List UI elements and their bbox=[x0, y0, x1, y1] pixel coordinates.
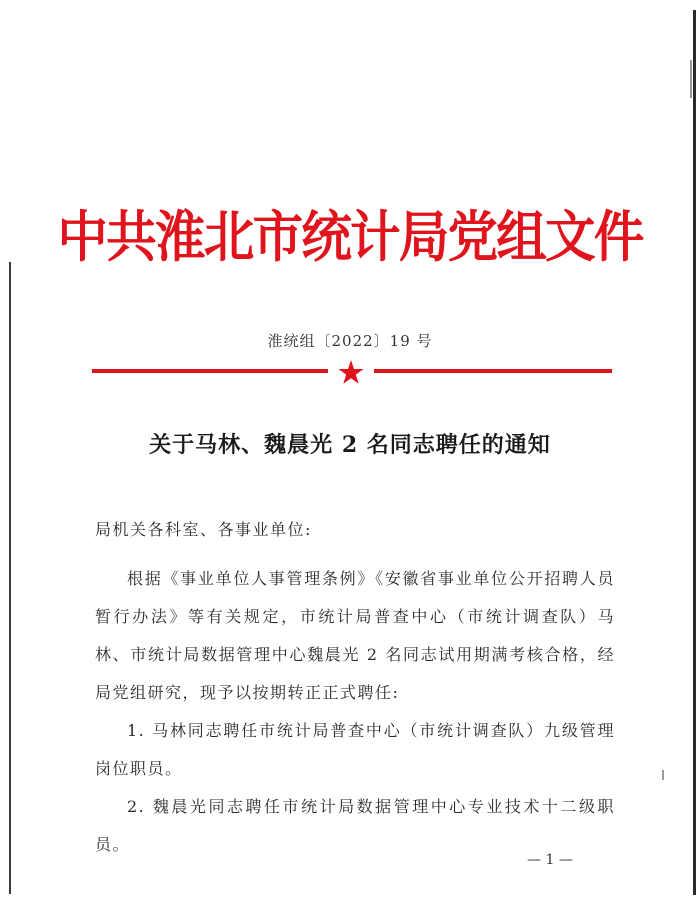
notice-title: 关于马林、魏晨光 2 名同志聘任的通知 bbox=[149, 432, 551, 458]
red-separator bbox=[92, 362, 612, 382]
page-number: — 1 — bbox=[527, 852, 573, 868]
list-item: 2. 魏晨光同志聘任市统计局数据管理中心专业技术十二级职员。 bbox=[95, 797, 615, 854]
document-body bbox=[95, 511, 615, 549]
paragraph-1: 根据《事业单位人事管理条例》《安徽省事业单位公开招聘人员暂行办法》等有关规定，市统计局普查中心（市统计调查队）马林、市统计局数据管理中心魏晨光 2 名同志试用期满考核合格，经局党组研究，现予以按期转正正式聘任: bbox=[95, 569, 615, 702]
scan-speck bbox=[662, 770, 664, 780]
document-header-title: 中共淮北市统计局党组文件 bbox=[57, 205, 643, 269]
red-star-icon bbox=[338, 359, 364, 385]
addressee: 局机关各科室、各事业单位: bbox=[95, 520, 312, 539]
scan-speck bbox=[690, 60, 692, 98]
scan-edge-left bbox=[9, 262, 11, 894]
document-body-main bbox=[95, 560, 615, 864]
list-item: 1. 马林同志聘任市统计局普查中心（市统计调查队）九级管理岗位职员。 bbox=[95, 721, 615, 778]
separator-line-left bbox=[92, 369, 328, 373]
separator-line-right bbox=[374, 369, 612, 373]
document-number: 淮统组〔2022〕19 号 bbox=[267, 332, 433, 350]
